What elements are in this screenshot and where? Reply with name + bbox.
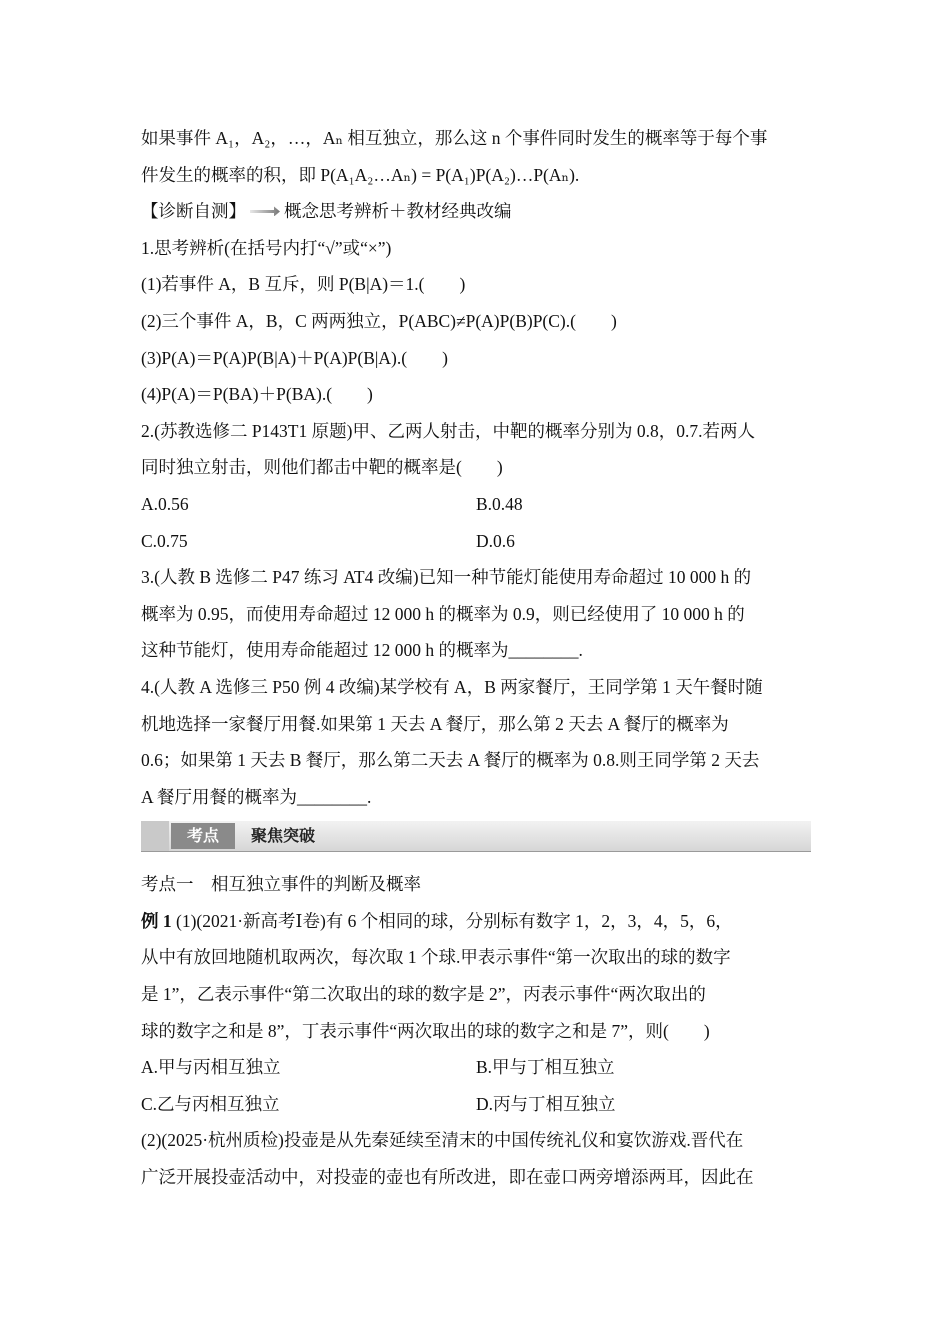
q2-option-a: A.0.56 <box>141 493 189 514</box>
example1-line-1 <box>141 903 811 940</box>
example1-option-a: A.甲与丙相互独立 <box>141 1057 281 1078</box>
q3-line-3: 这种节能灯，使用寿命能超过 12 000 h 的概率为________. <box>141 640 583 661</box>
q1-item-3: (3)P(A)＝P(A)P(B|A)＋P(A)P(B|A).( ) <box>141 347 448 368</box>
q1-item-4: (4)P(A)＝P(BA)＋P(BA).( ) <box>141 384 373 405</box>
q2-option-b: B.0.48 <box>476 493 523 514</box>
example1-line-1-text: (1)(2021·新高考Ⅰ卷)有 6 个相同的球，分别标有数字 1，2，3，4，5，6， <box>171 910 733 931</box>
q1-item-2: (2)三个事件 A，B，C 两两独立，P(ABC)≠P(A)P(B)P(C).( ) <box>141 310 617 331</box>
diagnosis-subtitle: 概念思考辨析＋教材经典改编 <box>284 201 512 222</box>
example1-option-c: C.乙与丙相互独立 <box>141 1093 280 1114</box>
example1-line-2: 从中有放回地随机取两次，每次取 1 个球.甲表示事件“第一次取出的球的数字 <box>141 947 731 968</box>
diagnosis-header <box>141 193 811 230</box>
banner-stub <box>141 821 169 851</box>
arrow-icon <box>250 206 280 216</box>
q4-line-4: A 餐厅用餐的概率为________. <box>141 786 372 807</box>
diagnosis-label: 【诊断自测】 <box>141 201 246 222</box>
section-banner <box>141 821 811 852</box>
q1-title: 1.思考辨析(在括号内打“√”或“×”) <box>141 237 392 258</box>
example1-line-4: 球的数字之和是 8”，丁表示事件“两次取出的球的数字之和是 7”，则( ) <box>141 1020 710 1041</box>
example1-options-row-2 <box>141 1086 811 1123</box>
example-label: 例 1 <box>141 910 172 931</box>
example1-part2-line-2: 广泛开展投壶活动中，对投壶的壶也有所改进，即在壶口两旁增添两耳，因此在 <box>141 1167 754 1188</box>
q2-line-1: 2.(苏教选修二 P143T1 原题)甲、乙两人射击，中靶的概率分别为 0.8，0.7.若两人 <box>141 420 755 441</box>
example1-line-3: 是 1”，乙表示事件“第二次取出的球的数字是 2”，丙表示事件“两次取出的 <box>141 984 706 1005</box>
example1-part2-line-1: (2)(2025·杭州质检)投壶是从先秦延续至清末的中国传统礼仪和宴饮游戏.晋代在 <box>141 1130 744 1151</box>
intro-line-1: 如果事件 A₁，A₂，…，Aₙ 相互独立，那么这 n 个事件同时发生的概率等于每个事 <box>141 128 768 148</box>
q2-options-row-2 <box>141 523 811 560</box>
banner-tag: 考点 <box>171 823 235 849</box>
q2-line-2: 同时独立射击，则他们都击中靶的概率是( ) <box>141 457 503 478</box>
intro-line-2: 件发生的概率的积，即 P(A₁A₂…Aₙ) = P(A₁)P(A₂)…P(Aₙ). <box>141 164 580 185</box>
q4-line-2: 机地选择一家餐厅用餐.如果第 1 天去 A 餐厅，那么第 2 天去 A 餐厅的概率为 <box>141 713 729 734</box>
q3-line-2: 概率为 0.95，而使用寿命超过 12 000 h 的概率为 0.9，则已经使用了 10 000 h 的 <box>141 603 745 624</box>
q1-item-1: (1)若事件 A，B 互斥，则 P(B|A)＝1.( ) <box>141 274 466 295</box>
q4-line-3: 0.6；如果第 1 天去 B 餐厅，那么第二天去 A 餐厅的概率为 0.8.则王同学第 2 天去 <box>141 750 760 771</box>
q4-line-1: 4.(人教 A 选修三 P50 例 4 改编)某学校有 A，B 两家餐厅，王同学第 1 天午餐时随 <box>141 676 763 697</box>
q2-options-row-1 <box>141 486 811 523</box>
example1-options-row-1 <box>141 1049 811 1086</box>
q3-line-1: 3.(人教 B 选修二 P47 练习 AT4 改编)已知一种节能灯能使用寿命超过 10 000 h 的 <box>141 567 752 588</box>
example1-option-d: D.丙与丁相互独立 <box>476 1093 616 1114</box>
example1-option-b: B.甲与丁相互独立 <box>476 1057 615 1078</box>
section-heading: 考点一 相互独立事件的判断及概率 <box>141 874 421 895</box>
banner-title: 聚焦突破 <box>251 826 316 846</box>
document-page <box>141 120 811 1196</box>
q2-option-c: C.0.75 <box>141 530 188 551</box>
q2-option-d: D.0.6 <box>476 530 515 551</box>
